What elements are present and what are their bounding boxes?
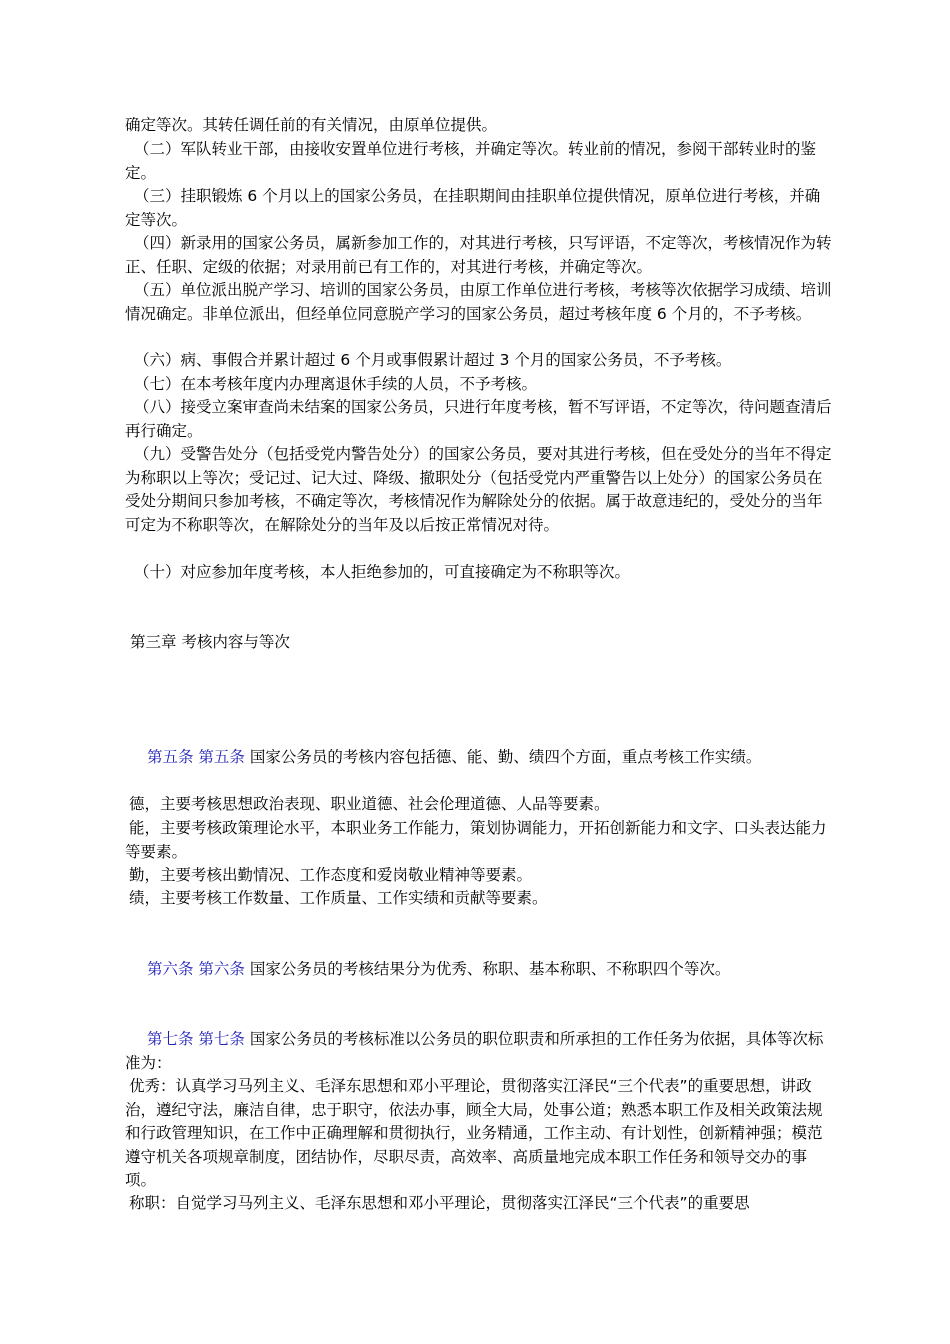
article-6-label: 第六条 第六条 [147, 960, 245, 978]
article-5-label: 第五条 第五条 [147, 748, 245, 766]
list-item: 能，主要考核政策理论水平，本职业务工作能力，策划协调能力，开拓创新能力和文字、口头表达能力等要素。 [125, 819, 827, 861]
article-7-text: 国家公务员的考核标准以公务员的职位职责和所承担的工作任务为依据，具体等次标准为： [125, 1030, 824, 1072]
list-item: （三）挂职锻炼 6 个月以上的国家公务员，在挂职期间由挂职单位提供情况，原单位进行考核，并确定等次。 [125, 187, 821, 229]
list-item: 勤，主要考核出勤情况、工作态度和爱岗敬业精神等要素。 [129, 866, 533, 884]
list-item: 德，主要考核思想政治表现、职业道德、社会伦理道德、人品等要素。 [129, 795, 610, 813]
article-7-paragraph [125, 1028, 835, 1075]
list-item: （二）军队转业干部，由接收安置单位进行考核，并确定等次。转业前的情况，参阅干部转业时的鉴定。 [125, 140, 817, 182]
list-item: （七）在本考核年度内办理离退休手续的人员，不予考核。 [134, 375, 538, 393]
article-7-label: 第七条 第七条 [147, 1030, 245, 1048]
list-item: 优秀：认真学习马列主义、毛泽东思想和邓小平理论，贯彻落实江泽民“三个代表”的重要思想，讲政治，遵纪守法，廉洁自律，忠于职守，依法办事，顾全大局，处事公道；熟悉本职工作及相关政策法规和行政管理知识，在工作中正确理解和贯彻执行，业务精通，工作主动、有计划性，创新精神强；模范遵守机关各项规章制度，团结协作，尽职尽责，高效率、高质量地完成本职工作任务和领导交办的事项。 [125, 1077, 823, 1189]
article-5-text: 国家公务员的考核内容包括德、能、勤、绩四个方面，重点考核工作实绩。 [249, 748, 762, 766]
article-5-paragraph [125, 746, 835, 770]
list-item: （六）病、事假合并累计超过 6 个月或事假累计超过 3 个月的国家公务员，不予考核。 [134, 351, 732, 369]
list-item: （四）新录用的国家公务员，属新参加工作的，对其进行考核，只写评语，不定等次，考核情况作为转正、任职、定级的依据；对录用前已有工作的，对其进行考核，并确定等次。 [125, 234, 832, 276]
article-6-paragraph [125, 958, 835, 982]
list-item: 绩，主要考核工作数量、工作质量、工作实绩和贡献等要素。 [129, 889, 548, 907]
chapter-title: 第三章 考核内容与等次 [130, 633, 290, 651]
list-item: 确定等次。其转任调任前的有关情况，由原单位提供。 [125, 116, 498, 134]
list-item: （八）接受立案审查尚未结案的国家公务员，只进行年度考核，暂不写评语，不定等次，待问题查清后再行确定。 [125, 398, 832, 440]
list-item: （十）对应参加年度考核，本人拒绝参加的，可直接确定为不称职等次。 [134, 563, 631, 581]
list-item: （九）受警告处分（包括受党内警告处分）的国家公务员，要对其进行考核，但在受处分的当年不得定为称职以上等次；受记过、记大过、降级、撤职处分（包括受党内严重警告以上处分）的国家公务员在受处分期间只参加考核，不确定等次，考核情况作为解除处分的依据。属于故意违纪的，受处分的当年可定为不称职等次，在解除处分的当年及以后按正常情况对待。 [125, 445, 832, 534]
list-item: 称职：自觉学习马列主义、毛泽东思想和邓小平理论，贯彻落实江泽民“三个代表”的重要思 [129, 1194, 750, 1212]
list-item: （五）单位派出脱产学习、培训的国家公务员，由原工作单位进行考核，考核等次依据学习成绩、培训情况确定。非单位派出，但经单位同意脱产学习的国家公务员，超过考核年度 6 个月的，不予考核。 [125, 281, 832, 323]
article-6-text: 国家公务员的考核结果分为优秀、称职、基本称职、不称职四个等次。 [249, 960, 731, 978]
